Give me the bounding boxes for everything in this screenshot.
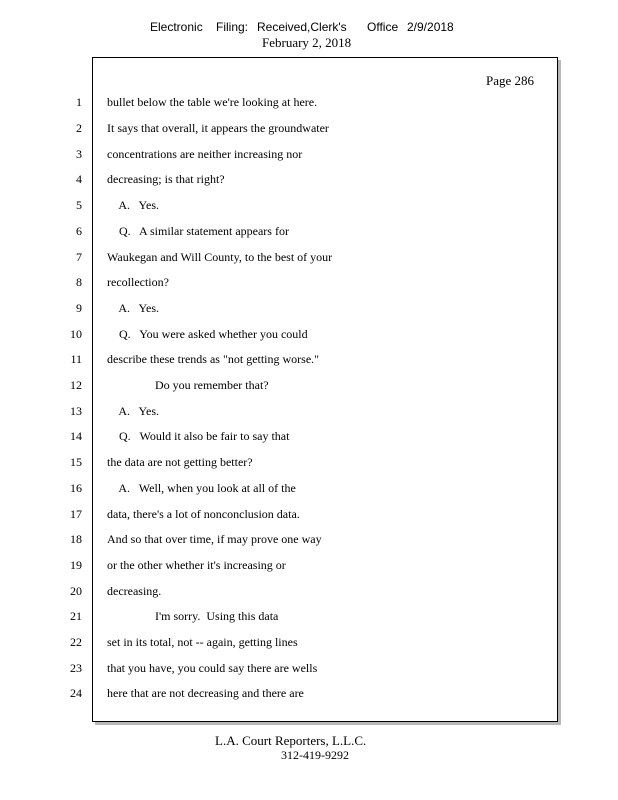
line-number: 17 <box>70 507 82 521</box>
line-text: Q. A similar statement appears for <box>107 224 289 238</box>
line-text: here that are not decreasing and there are <box>107 686 304 700</box>
header-electronic: Electronic <box>150 20 203 34</box>
line-number: 24 <box>70 686 82 700</box>
header-received: Received,Clerk's <box>257 20 347 34</box>
line-text: decreasing; is that right? <box>107 172 225 186</box>
filing-stamp-header <box>0 20 618 36</box>
line-number: 16 <box>70 481 82 495</box>
line-text: bullet below the table we're looking at here. <box>107 95 318 109</box>
line-number: 6 <box>76 224 82 238</box>
line-number: 3 <box>76 147 82 161</box>
line-number: 9 <box>76 301 82 315</box>
line-number: 12 <box>70 378 82 392</box>
line-text: data, there's a lot of nonconclusion data. <box>107 507 300 521</box>
line-number: 13 <box>70 404 82 418</box>
line-number: 21 <box>70 609 82 623</box>
line-text: Do you remember that? <box>107 378 269 392</box>
line-number: 4 <box>76 172 82 186</box>
line-text: Waukegan and Will County, to the best of your <box>107 250 333 264</box>
line-text: Q. Would it also be fair to say that <box>107 429 290 443</box>
line-text: A. Well, when you look at all of the <box>107 481 296 495</box>
line-text: It says that overall, it appears the groundwater <box>107 121 329 135</box>
line-text: Q. You were asked whether you could <box>107 327 308 341</box>
header-filing: Filing: <box>216 20 249 34</box>
line-number: 10 <box>70 327 82 341</box>
line-number: 2 <box>76 121 82 135</box>
page-number: Page 286 <box>485 73 534 88</box>
header-office: Office <box>367 20 399 34</box>
line-number: 23 <box>70 661 82 675</box>
line-number: 19 <box>70 558 82 572</box>
line-text: concentrations are neither increasing nor <box>107 147 303 161</box>
line-text: And so that over time, if may prove one way <box>107 532 322 546</box>
line-text: I'm sorry. Using this data <box>107 609 279 623</box>
line-text: A. Yes. <box>107 198 160 212</box>
header-filing-date: 2/9/2018 <box>407 20 454 34</box>
line-number: 5 <box>76 198 82 212</box>
line-text: A. Yes. <box>107 301 160 315</box>
line-number: 14 <box>70 429 82 443</box>
line-number: 7 <box>76 250 82 264</box>
line-text: recollection? <box>107 275 169 289</box>
line-text: set in its total, not -- again, getting lines <box>107 635 298 649</box>
line-text: or the other whether it's increasing or <box>107 558 286 572</box>
reporter-phone: 312-419-9292 <box>281 748 349 762</box>
line-number: 22 <box>70 635 82 649</box>
line-text: describe these trends as "not getting worse." <box>107 352 320 366</box>
line-number: 20 <box>70 584 82 598</box>
line-number: 11 <box>70 352 82 366</box>
reporter-name: L.A. Court Reporters, L.L.C. <box>215 733 367 748</box>
line-text: A. Yes. <box>107 404 160 418</box>
line-text: decreasing. <box>107 584 162 598</box>
line-number: 18 <box>70 532 82 546</box>
line-text: that you have, you could say there are wells <box>107 661 318 675</box>
line-number: 8 <box>76 275 82 289</box>
line-number: 1 <box>76 95 82 109</box>
line-text: the data are not getting better? <box>107 455 253 469</box>
line-number: 15 <box>70 455 82 469</box>
transcript-date: February 2, 2018 <box>262 35 352 50</box>
